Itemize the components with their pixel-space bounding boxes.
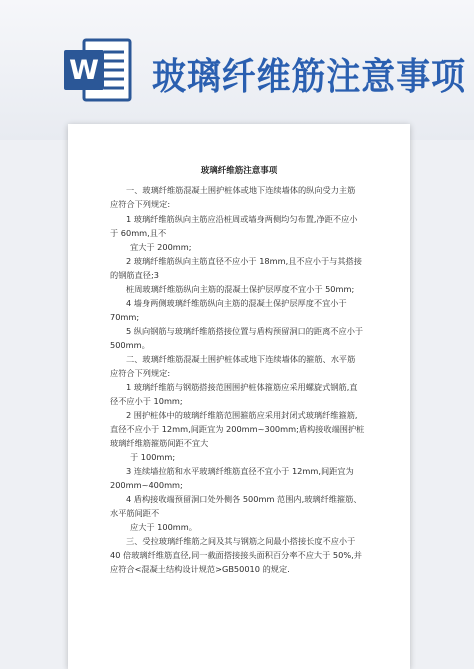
document-line: 于 100mm; bbox=[130, 452, 176, 462]
document-line: 应符合<混凝土结构设计规范>GB50010 的规定. bbox=[110, 564, 290, 574]
document-line: 5 纵向钢筋与玻璃纤维筋搭接位置与盾构预留洞口的距离不应小于 bbox=[126, 326, 364, 336]
document-line: 1 玻璃纤维筋纵向主筋应沿桩周或墙身两侧均匀布置,净距不应小 bbox=[126, 214, 358, 224]
document-line: 直径不应小于 12mm,间距宜为 200mm~300mm;盾构接收端围护桩 bbox=[110, 424, 365, 434]
document-line: 200mm~400mm; bbox=[110, 480, 183, 490]
document-line: 70mm; bbox=[110, 312, 140, 322]
document-line: 二、玻璃纤维筋混凝土围护桩体或地下连续墙体的箍筋、水平筋 bbox=[126, 354, 356, 364]
document-line: 4 墙身两侧玻璃纤维筋纵向主筋的混凝土保护层厚度不宜小于 bbox=[126, 298, 347, 308]
document-line: 的钢筋直径;3 bbox=[110, 270, 159, 280]
document-line: 4 盾构接收端预留洞口处外侧各 500mm 范围内,玻璃纤维箍筋、 bbox=[126, 494, 362, 504]
document-line: 2 玻璃纤维筋纵向主筋直径不应小于 18mm,且不应小于与其搭接 bbox=[126, 256, 362, 266]
document-page bbox=[68, 124, 410, 669]
document-line: 应符合下列规定: bbox=[110, 368, 171, 378]
banner-title: 玻璃纤维筋注意事项 bbox=[152, 55, 466, 98]
word-document-icon bbox=[62, 36, 134, 104]
document-line: 应大于 100mm。 bbox=[130, 522, 197, 532]
document-title: 玻璃纤维筋注意事项 bbox=[200, 166, 278, 176]
document-line: 玻璃纤维筋箍筋间距不宜大 bbox=[110, 438, 209, 448]
document-line: 40 倍玻璃纤维筋直径,同一截面搭接接头面积百分率不应大于 50%,并 bbox=[110, 550, 362, 560]
document-line: 一、玻璃纤维筋混凝土围护桩体或地下连续墙体的纵向受力主筋 bbox=[126, 185, 356, 195]
document-line: 径不应小于 10mm; bbox=[110, 396, 183, 406]
document-line: 应符合下列规定: bbox=[110, 199, 171, 209]
document-line: 宜大于 200mm; bbox=[130, 242, 192, 252]
document-line: 桩周玻璃纤维筋纵向主筋的混凝土保护层厚度不宜小于 50mm; bbox=[126, 284, 355, 294]
document-line: 1 玻璃纤维筋与钢筋搭接范围围护桩体箍筋应采用螺旋式钢筋,直 bbox=[126, 382, 358, 392]
document-line: 于 60mm,且不 bbox=[110, 228, 167, 238]
document-line: 水平筋间距不 bbox=[110, 508, 160, 518]
document-line: 500mm。 bbox=[110, 340, 150, 350]
banner bbox=[0, 0, 474, 140]
word-icon-letter: W bbox=[69, 55, 99, 86]
document-line: 3 连续墙拉筋和水平玻璃纤维筋直径不宜小于 12mm,间距宜为 bbox=[126, 466, 354, 476]
document-line: 2 围护桩体中的玻璃纤维筋范围箍筋应采用封闭式玻璃纤维箍筋, bbox=[126, 410, 358, 420]
document-line: 三、受拉玻璃纤维筋之间及其与钢筋之间最小搭接长度不应小于 bbox=[126, 536, 356, 546]
